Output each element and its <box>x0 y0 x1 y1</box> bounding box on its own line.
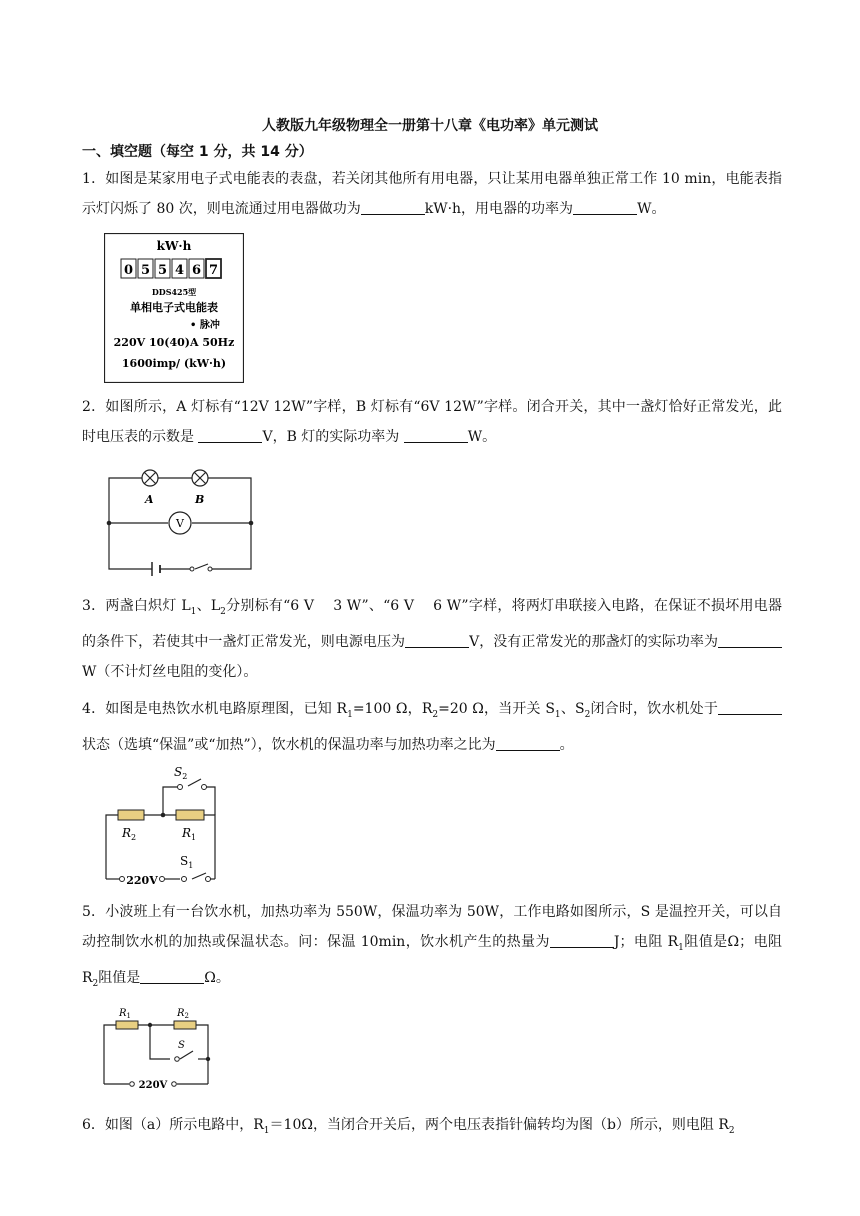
lamp-a-label: A <box>145 493 154 506</box>
voltmeter-label: V <box>176 517 184 530</box>
q2-text: V，B 灯的实际功率为 <box>262 429 404 445</box>
meter-rating: 220V 10(40)A 50Hz <box>113 336 235 349</box>
label-r2: $R_2$ <box>177 1008 189 1020</box>
question-4 <box>82 694 782 760</box>
meter-digit: 6 <box>191 263 202 278</box>
q5-text: Ω。 <box>204 969 230 986</box>
source-label: 220V <box>126 874 158 887</box>
subscript: 1 <box>263 1125 270 1136</box>
meter-digit: 5 <box>157 263 168 278</box>
subscript: 2 <box>728 1125 735 1136</box>
meter-digit: 4 <box>174 263 185 278</box>
meter-digit: 0 <box>123 263 134 278</box>
question-6 <box>82 1110 782 1146</box>
q5-text: 阻值是 <box>98 969 141 986</box>
subscript: 2 <box>220 606 226 617</box>
q6-text: 6．如图（a）所示电路中，R <box>82 1117 264 1133</box>
question-3 <box>82 591 782 687</box>
label-r1: $R_1$ <box>119 1008 131 1020</box>
page-title: 人教版九年级物理全一册第十八章《电功率》单元测试 <box>262 118 598 134</box>
q3-text: 、L <box>196 598 221 614</box>
circuit-figure-q4 <box>98 760 228 888</box>
source-label: 220V <box>138 1080 168 1090</box>
q1-text: W。 <box>637 201 666 217</box>
q4-text: 。 <box>559 736 574 753</box>
section-heading: 一、填空题（每空 1 分，共 14 分） <box>82 144 313 160</box>
subscript: 2 <box>432 709 439 720</box>
question-2 <box>82 392 782 452</box>
q4-text: 、S <box>560 701 585 717</box>
q5-text: J；电阻 R <box>613 934 679 950</box>
meter-pulse: • 脉冲 <box>190 320 220 331</box>
resistor-r2 <box>174 1021 196 1029</box>
meter-constant: 1600imp/ (kW·h) <box>121 357 227 370</box>
resistor-r2 <box>118 810 144 820</box>
q5-text: 5．小波班上有一台饮水机，加热功率为 550W，保温功率为 50W，工作电路如图所示，S 是温控开关，可以自动控制饮水机的加热或保温状态。问：保温 10min，饮水机产生的热量为 <box>82 904 782 950</box>
q1-text: 1．如图是某家用电子式电能表的表盘，若关闭其他所有用电器，只让某用电器单独正常工作 10 min，电能表指示灯闪烁了 80 次，则电流通过用电器做功为 <box>82 171 782 217</box>
q3-text: 分别标有“6 V 3 W”、“6 V 6 W”字样，将两灯串联接入电路，在保证不损坏用电器的条件下，若使其中一盏灯正常发光，则电源电压为 <box>82 598 783 650</box>
meter-model: DDS425型 <box>151 287 197 297</box>
circuit-figure-q2 <box>100 460 260 578</box>
meter-unit: kW·h <box>156 239 192 253</box>
answer-blank[interactable] <box>550 933 614 948</box>
q4-text: =20 Ω，当开关 S <box>438 701 555 717</box>
answer-blank[interactable] <box>404 428 468 443</box>
label-s2: $S_2$ <box>174 765 188 781</box>
circuit-figure-q5 <box>98 1004 214 1090</box>
subscript: 1 <box>678 942 684 953</box>
q2-text: W。 <box>467 429 497 445</box>
meter-digit: 7 <box>208 263 219 278</box>
q3-text: 3．两盏白炽灯 L <box>82 598 191 614</box>
meter-name: 单相电子式电能表 <box>130 301 218 314</box>
answer-blank[interactable] <box>198 428 262 443</box>
q3-text: W（不计灯丝电阻的变化）。 <box>82 663 258 680</box>
answer-blank[interactable] <box>496 736 560 751</box>
subscript: 1 <box>347 709 353 720</box>
answer-blank[interactable] <box>405 633 469 648</box>
q4-text: 4．如图是电热饮水机电路原理图，已知 R <box>82 701 348 717</box>
q6-text: ＝10Ω，当闭合开关后，两个电压表指针偏转均为图（b）所示，则电阻 R <box>269 1117 729 1133</box>
subscript: 1 <box>190 606 197 617</box>
q5-text: 阻值是Ω；电阻 R <box>82 934 782 986</box>
lamp-b-label: B <box>195 493 205 506</box>
q4-text: =100 Ω，R <box>352 701 433 717</box>
answer-blank[interactable] <box>140 969 204 984</box>
answer-blank[interactable] <box>718 700 782 715</box>
answer-blank[interactable] <box>573 200 637 215</box>
energy-meter-figure <box>104 233 244 383</box>
label-s: S <box>178 1040 185 1051</box>
label-r1: $R_1$ <box>182 826 197 842</box>
label-s1: $S_1$ <box>180 854 194 870</box>
q4-text: 闭合时，饮水机处于 <box>590 701 718 717</box>
q1-text: kW·h，用电器的功率为 <box>424 201 574 217</box>
resistor-r1 <box>176 810 204 820</box>
resistor-r1 <box>116 1021 138 1029</box>
q2-text: 2．如图所示，A 灯标有“12V 12W”字样，B 灯标有“6V 12W”字样。闭合开关，其中一盏灯恰好正常发光，此时电压表的示数是 <box>82 399 782 445</box>
label-r2: $R_2$ <box>122 826 137 842</box>
answer-blank[interactable] <box>361 200 425 215</box>
q3-text: V，没有正常发光的那盏灯的实际功率为 <box>469 633 719 650</box>
subscript: 2 <box>92 978 99 989</box>
subscript: 2 <box>584 709 591 720</box>
question-5 <box>82 897 782 999</box>
meter-digit: 5 <box>140 263 151 278</box>
q4-text: 状态（选填“保温”或“加热”），饮水机的保温功率与加热功率之比为 <box>82 736 496 753</box>
answer-blank[interactable] <box>718 633 782 648</box>
subscript: 1 <box>554 709 561 720</box>
question-1 <box>82 164 782 224</box>
